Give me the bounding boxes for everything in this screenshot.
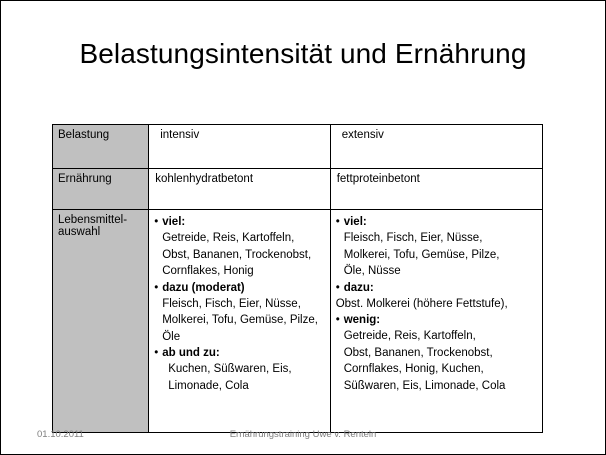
row-label-lebensmittelauswahl (53, 210, 149, 433)
bullet-icon: • (335, 216, 340, 228)
slide-title: Belastungsintensität und Ernährung (79, 38, 527, 69)
cell-auswahl-extensiv (330, 210, 542, 433)
row-label-line2: auswahl (58, 226, 101, 238)
table-row-ernaehrung (53, 169, 543, 210)
list-item: • viel: Getreide, Reis, Kartoffeln, Obst, Bananen, Trockenobst, Cornflakes, Honig (154, 216, 312, 277)
cell-auswahl-intensiv (149, 210, 331, 433)
bullet-icon: • (335, 314, 340, 326)
footer-title: Ernährungstraining Uwe v. Renteln (229, 429, 377, 440)
nutrition-table (52, 124, 543, 433)
list-item: • viel: Fleisch, Fisch, Eier, Nüsse, Molkerei, Tofu, Gemüse, Pilze, Öle, Nüsse (335, 216, 500, 277)
list-item: • dazu (moderat) Fleisch, Fisch, Eier, Nüsse, Molkerei, Tofu, Gemüse, Pilze, Öle (154, 281, 318, 343)
cell-belastung-intensiv: intensiv (160, 129, 200, 141)
cell-ernaehrung-extensiv: fettproteinbetont (336, 173, 420, 185)
bullet-icon: • (154, 281, 159, 294)
bullet-icon: • (335, 281, 340, 294)
bullet-icon: • (154, 216, 159, 228)
row-label-belastung: Belastung (53, 125, 149, 169)
list-item: • ab und zu: Kuchen, Süßwaren, Eis, Limonade, Cola (154, 347, 292, 392)
footer-date: 01.10.2011 (37, 429, 84, 440)
table-row-lebensmittelauswahl (53, 210, 543, 433)
bullet-icon: • (154, 347, 159, 359)
cell-belastung-extensiv: extensiv (341, 129, 384, 141)
list-item: • wenig: Getreide, Reis, Kartoffeln, Obst, Bananen, Trockenobst, Cornflakes, Honig, Kuchen, Süßwaren, Eis, Limonade, Cola (335, 314, 506, 392)
table-row-belastung (53, 125, 543, 169)
list-item: • dazu: Obst. Molkerei (höhere Fettstufe), (335, 281, 508, 310)
cell-ernaehrung-intensiv: kohlenhydratbetont (155, 173, 254, 185)
row-label-line1: Lebensmittel- (58, 214, 128, 226)
row-label-ernaehrung: Ernährung (53, 169, 149, 210)
